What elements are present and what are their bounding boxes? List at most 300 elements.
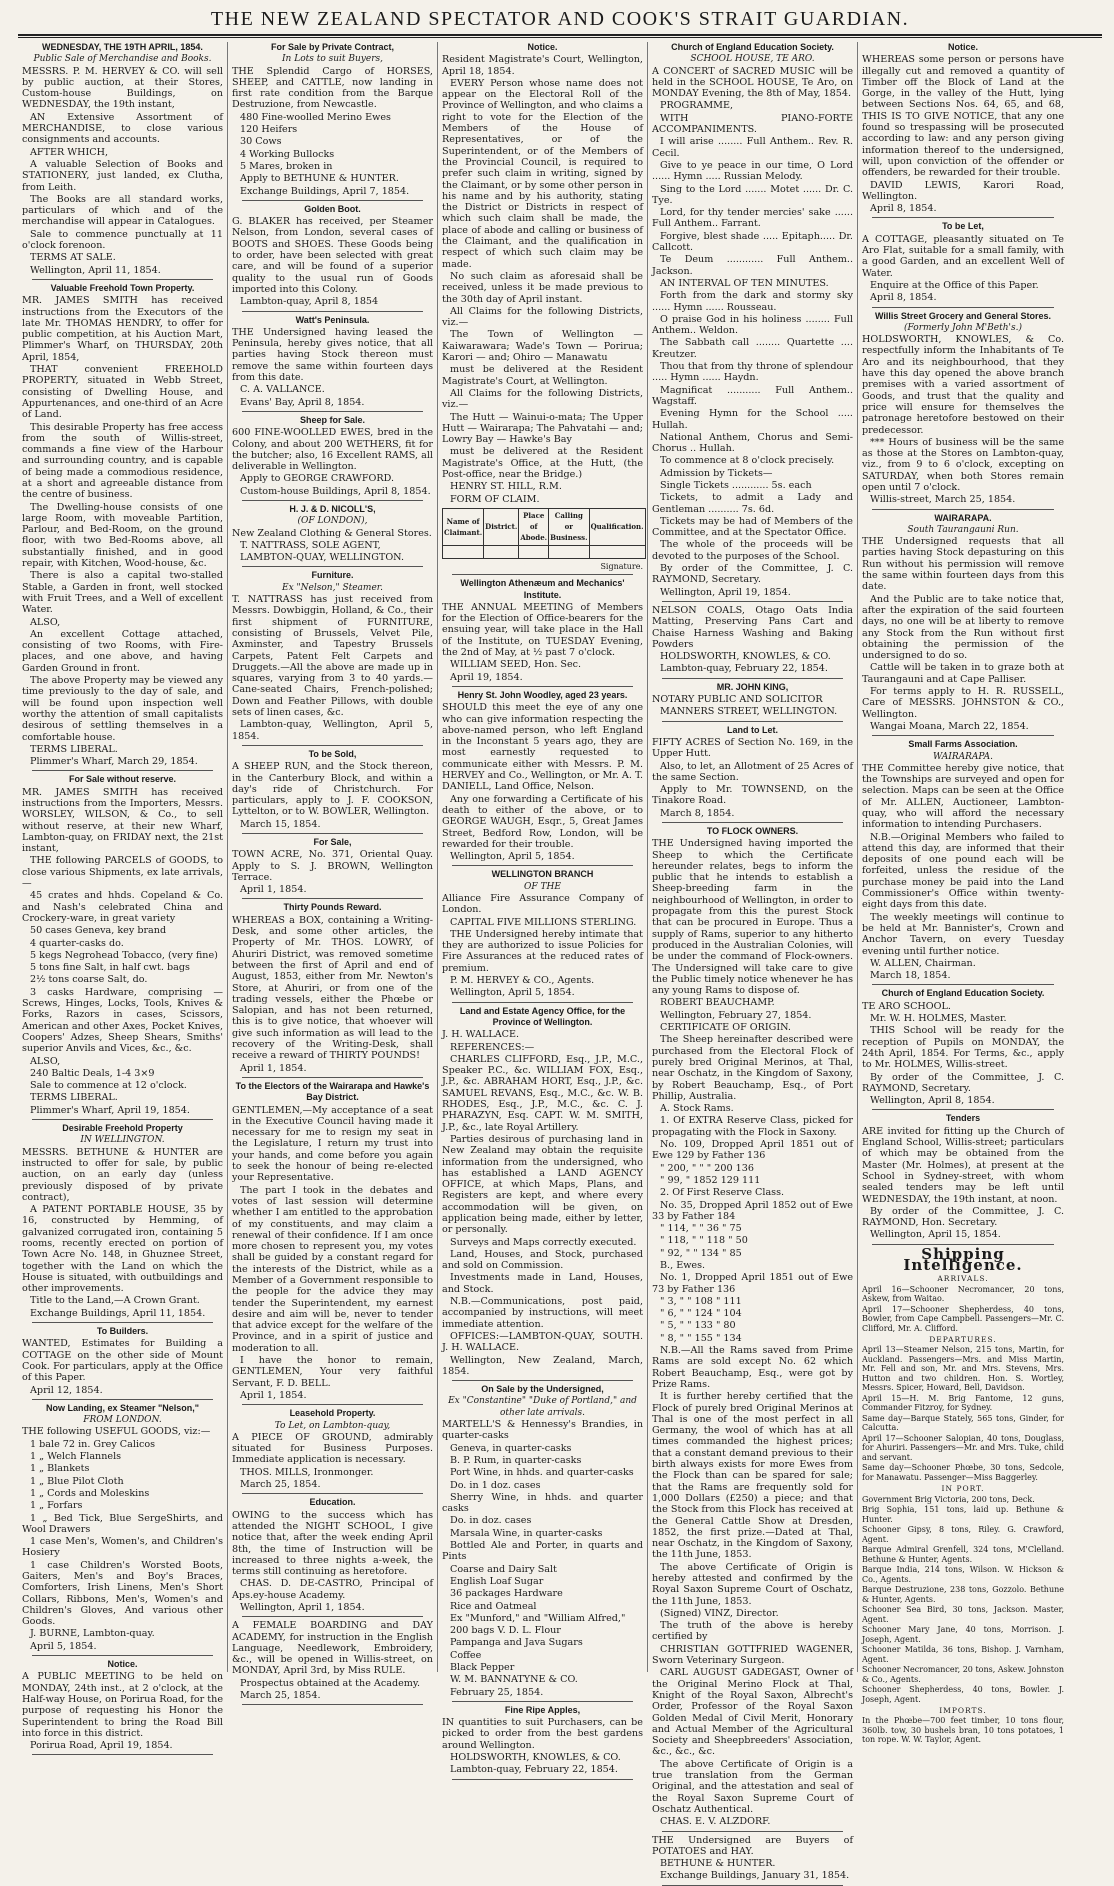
- ad-paragraph: Apply to GEORGE CRAWFORD.: [240, 473, 395, 485]
- ad-paragraph: Give to ye peace in our time, O Lord ...... Hymn ..... Russian Melody.: [652, 159, 853, 183]
- ad-subtitle: South Taurangauni Run.: [907, 524, 1019, 535]
- columns: [18, 42, 1102, 1882]
- ad-title: On Sale by the Undersigned,: [481, 1384, 604, 1395]
- ad-paragraph: " 92, " " 134 " 85: [660, 1247, 742, 1259]
- claim-form-header: Qualification.: [589, 508, 645, 545]
- shipping-entry: Barque Admiral Grenfell, 324 tons, M'Clelland. Bethune & Hunter, Agents.: [862, 1545, 1064, 1564]
- ad-paragraph: Wangai Moana, March 22, 1854.: [870, 720, 1029, 732]
- ad-paragraph: Custom-house Buildings, April 8, 1854.: [240, 485, 431, 497]
- column-2: [228, 42, 438, 1702]
- ad-paragraph: March 25, 1854.: [240, 1479, 321, 1491]
- ad-paragraph: HOLDSWORTH, KNOWLES, & CO.: [660, 651, 831, 663]
- ad-paragraph: Evans' Bay, April 8, 1854.: [240, 396, 365, 408]
- ad-paragraph: MESSRS. BETHUNE & HUNTER are instructed to offer for sale, by public auction, on an early day (unless previously disposed of by private contract),: [22, 1146, 223, 1203]
- ad-body: [232, 1432, 433, 1490]
- ad-paragraph: Lambton-quay, Wellington, April 5, 1854.: [232, 719, 433, 742]
- ad-paragraph: TERMS LIBERAL.: [30, 1092, 118, 1104]
- ad-paragraph: 120 Heifers: [240, 124, 298, 136]
- ad-paragraph: There is also a capital two-stalled Stable, a Garden in front, well stocked with Fruit Trees, and a Well of excellent Water.: [22, 570, 223, 616]
- ad-title: Furniture.: [311, 570, 354, 581]
- ad-paragraph: ARE invited for fitting up the Church of England School, Willis-street; particulars of which may be obtained from the Master (Mr. Holmes), at present at the School in Sydney-street, with whom sealed tenders may be left until WEDNESDAY, the 19th instant, at noon.: [862, 1125, 1064, 1205]
- ad-title: Sheep for Sale.: [299, 414, 366, 425]
- shipping-entry: Same day—Barque Stately, 565 tons, Ginder, for Calcutta.: [862, 1413, 1064, 1433]
- ad-subtitle: In Lots to suit Buyers,: [282, 54, 383, 65]
- advertisement: [232, 415, 433, 497]
- ad-paragraph: Lambton-quay, February 22, 1854.: [660, 663, 828, 675]
- ad-body: [652, 1835, 853, 1882]
- shipping-entry: April 17—Schooner Shepherdess, 40 tons, Bowler, from Cape Campbell. Passengers—Mr. C. Clifford, Mr. A. Clifford.: [862, 1304, 1064, 1333]
- ad-paragraph: Admission by Tickets—: [660, 467, 773, 479]
- ad-body: [652, 838, 853, 1827]
- ad-divider: [32, 279, 213, 280]
- ad-paragraph: Mr. W. H. HOLMES, Master.: [870, 1013, 1007, 1025]
- ad-paragraph: Single Tickets ............ 5s. each: [660, 479, 812, 491]
- masthead-rule-thin: [18, 37, 1102, 38]
- advertisement: [232, 1081, 433, 1401]
- ad-title: Notice.: [947, 42, 978, 52]
- shipping-entry: Barque India, 214 tons, Wilson. W. Hickson & Co., Agents.: [862, 1565, 1064, 1584]
- ad-paragraph: 5 tons fine Salt, in half cwt. bags: [30, 962, 190, 974]
- ad-paragraph: Cattle will be taken in to graze both at Taurangauni and at Cape Palliser.: [862, 662, 1064, 685]
- ad-paragraph: BETHUNE & HUNTER.: [660, 1858, 776, 1870]
- ad-paragraph: The above Certificate of Origin is a true translation from the German Original, and the attestation and seal of the Royal Saxon Supreme Court of Oschatz Authentical.: [652, 1758, 853, 1815]
- shipping-entry: In the Phœbe—700 feet timber, 10 tons flour, 360lb. tow, 30 bushels bran, 10 tons potatoes, 1 ton rope. W. W. Taylor, Agent.: [862, 1716, 1064, 1745]
- ad-paragraph: MESSRS. P. M. HERVEY & CO. will sell by public auction, at their Stores, Custom-house Buildings, on WEDNESDAY, the 19th instant,: [22, 65, 223, 111]
- ad-paragraph: Do. in doz. cases: [450, 1515, 532, 1527]
- ad-body: [22, 1338, 223, 1395]
- shipping-entry: April 16—Schooner Necromancer, 20 tons, Askew, from Waitao.: [862, 1284, 1064, 1304]
- advertisement: [442, 869, 643, 998]
- ad-paragraph: Thou that from thy throne of splendour ..... Hymn ...... Haydn.: [652, 361, 853, 384]
- ad-paragraph: NOTARY PUBLIC AND SOLICITOR: [652, 694, 823, 706]
- ad-paragraph: Plimmer's Wharf, March 29, 1854.: [30, 756, 198, 768]
- masthead-rule: [18, 34, 1102, 36]
- advertisement: [862, 739, 1064, 981]
- ad-paragraph: 200 bags V. D. L. Flour: [450, 1625, 561, 1637]
- ad-body: [862, 763, 1064, 982]
- advertisement: [862, 988, 1064, 1106]
- ad-paragraph: The Town of Wellington — Kaiwarawara; Wade's Town — Porirua; Karori — and; Ohiro — Manawatu: [442, 329, 643, 364]
- ad-paragraph: T. NATTRASS, SOLE AGENT,: [240, 539, 381, 551]
- ad-subtitle: SCHOOL HOUSE, TE ARO.: [690, 54, 815, 65]
- ad-paragraph: must be delivered at the Resident Magistrate's Office, at the Hutt, (the Post-office, near the Bridge.): [442, 446, 643, 480]
- ad-paragraph: Sing to the Lord ....... Motet ...... Dr. C. Tye.: [652, 183, 853, 206]
- ad-divider: [452, 686, 633, 687]
- ad-body: [232, 1510, 433, 1614]
- ad-divider: [662, 678, 843, 679]
- advertisement: [442, 1006, 643, 1378]
- shipping-entry: Schooner Shepherdess, 40 tons, Bowler. J. Joseph, Agent.: [862, 1685, 1064, 1704]
- ad-paragraph: This desirable Property has free access from the south of Willis-street, commands a fine view of the Harbour and surrounding country, and is capable of being made a commodious residence, at a short and agreeable distance from the centre of business.: [22, 421, 223, 501]
- advertisement: [862, 221, 1064, 303]
- ad-divider: [242, 500, 423, 501]
- ad-title: For Sale,: [313, 837, 352, 847]
- ad-paragraph: Land, Houses, and Stock, purchased and sold on Commission.: [442, 1248, 643, 1272]
- ad-paragraph: Wellington, April 5, 1854.: [450, 987, 575, 999]
- ad-body: [22, 66, 223, 276]
- ad-paragraph: 600 FINE-WOOLLED EWES, bred in the Colony, and about 200 WETHERS, fit for the butcher; also, 16 Excellent RAMS, all deliverable in Wellington.: [232, 427, 433, 473]
- ad-paragraph: Willis-street, March 25, 1854.: [870, 494, 1016, 506]
- ad-body: [22, 1671, 223, 1751]
- ad-paragraph: THE Undersigned requests that all parties having Stock depasturing on this Run without his permission will remove the same within fourteen days from this date.: [862, 536, 1064, 593]
- claim-form-cell: [549, 545, 589, 558]
- ad-paragraph: (Signed) VINZ, Director.: [660, 1607, 779, 1619]
- advertisement: [442, 42, 643, 571]
- ad-paragraph: HOLDSWORTH, KNOWLES, & Co. respectfully inform the Inhabitants of Te Aro and its neighbourhood, that they have this day opened the above branch premises with a varied assortment of Goods, and trust that the quality and price will ensure for themselves the patronage heretofore bestowed on their predecessor.: [862, 334, 1064, 436]
- ad-paragraph: Geneva, in quarter-casks: [450, 1442, 572, 1454]
- ad-divider: [662, 822, 843, 823]
- ad-paragraph: THIS School will be ready for the reception of Pupils on MONDAY, the 24th April, 1854. For Terms, &c., apply to Mr. HOLMES, Willis-street.: [862, 1025, 1064, 1071]
- ad-paragraph: The Sheep hereinafter described were purchased from the Electoral Flock of purely bred Original Merinos, at Thal, near Oschatz, in the Kingdom of Saxony, by Robert Beauchamp, Esq., of Port Phillip, Australia.: [652, 1034, 853, 1102]
- ad-paragraph: N.B.—All the Rams saved from Prime Rams are sold except No. 62 which Robert Beauchamp, Esq., were got by Prize Rams.: [652, 1345, 853, 1390]
- ad-body: [442, 1419, 643, 1698]
- advertisement: [862, 513, 1064, 733]
- ad-divider: [242, 311, 423, 312]
- ad-paragraph: No. 109, Dropped April 1851 out of Ewe 129 by Father 136: [652, 1139, 853, 1162]
- ad-paragraph: Wellington, April 15, 1854.: [870, 1229, 1001, 1241]
- ad-paragraph: A valuable Selection of Books and STATIONERY, just landed, ex Clutha, from Leith.: [22, 158, 223, 193]
- ad-paragraph: Tickets, to admit a Lady and Gentleman .......... 7s. 6d.: [652, 492, 853, 515]
- ad-divider: [662, 1831, 843, 1832]
- ad-paragraph: 3 casks Hardware, comprising — Screws, Hinges, Locks, Tools, Knives & Forks, Razors in cases, Scissors, American and other Axes, Pocket Knives, Coopers' Adzes, Sheep Shears, Smiths' superior Anvils and Vices, &c., &c.: [22, 986, 223, 1055]
- ad-body: [862, 54, 1064, 214]
- arrivals-list: [862, 1285, 1064, 1334]
- ad-divider: [872, 984, 1054, 985]
- ad-paragraph: Wellington, April 8, 1854.: [870, 1095, 995, 1107]
- advertisement: [652, 605, 853, 675]
- ad-paragraph: English Loaf Sugar: [450, 1575, 544, 1587]
- ad-body: [232, 915, 433, 1074]
- advertisement: [22, 42, 223, 276]
- ad-paragraph: DAVID LEWIS, Karori Road, Wellington.: [862, 179, 1064, 202]
- ad-divider: [32, 1399, 213, 1400]
- ad-subtitle: OF THE: [524, 881, 561, 892]
- advertisement: [232, 1497, 433, 1613]
- ad-divider: [872, 307, 1054, 308]
- ad-paragraph: A. Stock Rams.: [660, 1103, 734, 1115]
- ad-paragraph: No. 35, Dropped April 1852 out of Ewe 33 by Father 184: [652, 1199, 853, 1222]
- ad-paragraph: No. 1, Dropped April 1851 out of Ewe 73 by Father 136: [652, 1272, 853, 1295]
- ad-divider: [452, 1380, 633, 1381]
- ad-body: [862, 536, 1064, 732]
- ad-paragraph: " 99, " 1852 129 111: [660, 1174, 761, 1186]
- ad-paragraph: " 114, " " 36 " 75: [660, 1223, 742, 1235]
- advertisement: [232, 1408, 433, 1490]
- ad-paragraph: The Sabbath call ........ Quartette .... Kreutzer.: [652, 337, 853, 360]
- ad-paragraph: 1 case Children's Worsted Boots, Gaiters, Men's and Boy's Braces, Comforters, Irish Linens, Men's Short Collars, Ribbons, Men's, Women's and Children's Gloves, And various other Goods.: [22, 1559, 223, 1628]
- ad-paragraph: CHRISTIAN GOTTFRIED WAGENER, Sworn Veterinary Surgeon.: [652, 1643, 853, 1667]
- column-3: [438, 42, 648, 1776]
- ad-divider: [32, 1322, 213, 1323]
- ad-paragraph: THE Committee hereby give notice, that the Townships are surveyed and open for selection. Maps can be seen at the Office of Mr. ALLEN, Auctioneer, Lambton-quay, who will afford the necessary information to intending Purchasers.: [862, 762, 1064, 831]
- ad-body: [442, 602, 643, 683]
- ad-divider: [662, 721, 843, 722]
- ad-paragraph: 30 Cows: [240, 136, 282, 148]
- ad-divider: [242, 411, 423, 412]
- ad-divider: [452, 1701, 633, 1702]
- ad-paragraph: THE following USEFUL GOODS, viz:—: [22, 1426, 211, 1438]
- ad-paragraph: THE ANNUAL MEETING of Members for the Election of Office-bearers for the ensuing year, will take place in the Hall of the Institute, on TUESDAY Evening, the 2nd of May, at ½ past 7 o'clock.: [442, 601, 643, 659]
- ad-paragraph: " 3, " " 108 " 111: [660, 1295, 742, 1307]
- ad-paragraph: To commence at 8 o'clock precisely.: [660, 455, 835, 467]
- advertisement: [22, 283, 223, 767]
- ad-subtitle: Ex "Constantine" "Duke of Portland," and other late arrivals.: [448, 1396, 637, 1418]
- ad-paragraph: April 1, 1854.: [240, 1062, 307, 1074]
- ad-divider: [452, 865, 633, 866]
- ad-paragraph: " 118, " " 118 " 50: [660, 1235, 748, 1247]
- ad-paragraph: WHEREAS a BOX, containing a Writing-Desk, and some other articles, the Property of Mr. THOS. LOWRY, of Ahuriri District, was removed sometime between the first of April and end of August, 1853, either from Mr. Newton's Store, at Ahuriri, or from one of the trading vessels, either the Phœbe or Salopian, and has not been returned, this is to give notice, that whoever will give such information as will lead to the recovery of the Writing-Desk, shall receive a reward of THIRTY POUNDS!: [232, 914, 433, 1062]
- ad-paragraph: The weekly meetings will continue to be held at Mr. Bannister's, Crown and Anchor Tavern, on every Tuesday evening until further notice.: [862, 911, 1064, 957]
- ad-paragraph: 2½ tons coarse Salt, do.: [30, 974, 148, 986]
- ad-paragraph: A PUBLIC MEETING to be held on MONDAY, 24th inst., at 2 o'clock, at the Half-way House, on Porirua Road, for the purpose of requesting his Honor the Superintendent to bring the Road Bill into force in this district.: [22, 1671, 223, 1739]
- ad-paragraph: By order of the Committee, J. C. RAYMOND, Secretary.: [652, 563, 853, 586]
- ad-paragraph: 2. Of First Reserve Class.: [660, 1187, 785, 1199]
- ad-paragraph: B. P. Rum, in quarter-casks: [450, 1454, 582, 1466]
- ad-paragraph: 1 „ Forfars: [30, 1500, 83, 1512]
- ad-paragraph: ALSO,: [30, 616, 61, 628]
- ad-paragraph: And the Public are to take notice that, after the expiration of the said fourteen days, no one will be at liberty to remove any Stock from the Run without first obtaining the permission of the undersigned to do so.: [862, 593, 1064, 662]
- ad-body: [862, 234, 1064, 304]
- ad-paragraph: National Anthem, Chorus and Semi-Chorus .. Hullah.: [652, 431, 853, 455]
- ad-paragraph: A FEMALE BOARDING and DAY ACADEMY, for instruction in the English Language, Needlework, Embroidery, &c., will be opened in Willis-street, on MONDAY, April 3rd, by Miss RULE.: [232, 1620, 433, 1677]
- ad-divider: [32, 1754, 213, 1755]
- ad-body: [442, 1029, 643, 1377]
- ad-paragraph: W. M. BANNATYNE & CO.: [450, 1674, 578, 1686]
- ad-paragraph: Te Deum ............ Full Anthem.. Jackson.: [652, 254, 853, 277]
- ad-paragraph: Any one forwarding a Certificate of his death to either of the above, or to GEORGE WAUGH, Esqr., 5, Great James Street, Bedford Row, London, will be rewarded for their trouble.: [442, 793, 643, 850]
- claim-form-cell: [443, 545, 484, 558]
- ad-title: WELLINGTON BRANCH: [491, 869, 594, 880]
- ad-paragraph: MARTELL'S & Hennessy's Brandies, in quarter-casks: [442, 1419, 643, 1442]
- ad-divider: [872, 735, 1054, 736]
- ad-paragraph: April 8, 1854.: [870, 203, 937, 215]
- ad-paragraph: WILLIAM SEED, Hon. Sec.: [450, 659, 582, 671]
- advertisement: [22, 1326, 223, 1396]
- advertisement: [442, 690, 643, 862]
- shipping-entry: Schooner Sea Bird, 30 tons, Jackson. Master, Agent.: [862, 1605, 1064, 1624]
- ad-paragraph: Wellington, April 11, 1854.: [30, 264, 161, 276]
- ad-divider: [242, 1493, 423, 1494]
- advertisement: [22, 1659, 223, 1751]
- ad-paragraph: Exchange Buildings, January 31, 1854.: [660, 1870, 850, 1882]
- ad-body: [862, 1001, 1064, 1107]
- ad-paragraph: CAPITAL FIVE MILLIONS STERLING.: [450, 916, 637, 928]
- ad-paragraph: " 6, " " 124 " 104: [660, 1308, 742, 1320]
- departures-list: [862, 1345, 1064, 1482]
- ad-paragraph: Plimmer's Wharf, April 19, 1854.: [30, 1104, 190, 1116]
- shipping-entry: Schooner Mary Jane, 40 tons, Morrison. J. Joseph, Agent.: [862, 1625, 1064, 1644]
- shipping-entry: April 15—H. M. Brig Fantome, 12 guns, Commander Fitzroy, for Sydney.: [862, 1393, 1064, 1413]
- ad-title: Church of England Education Society.: [671, 42, 834, 52]
- ad-paragraph: Title to the Land,—A Crown Grant.: [30, 1295, 200, 1307]
- ad-title: WAIRARAPA.: [934, 512, 992, 523]
- ad-body: [232, 594, 433, 742]
- ad-subtitle: WAIRARAPA.: [933, 751, 993, 762]
- ad-paragraph: CHAS. D. DE-CASTRO, Principal of Aps.ey-house Academy.: [232, 1578, 433, 1601]
- ad-paragraph: 5 Mares, broken in: [240, 160, 333, 172]
- ad-paragraph: A SHEEP RUN, and the Stock thereon, in the Canterbury Block, and within a day's ride of Christchurch. For particulars, apply to J. F. COOKSON, Lyttelton, or to W. BOWLER, Wellington.: [232, 761, 433, 818]
- ad-paragraph: THE Undersigned are Buyers of POTATOES and HAY.: [652, 1834, 853, 1857]
- ad-divider: [872, 1109, 1054, 1110]
- ad-paragraph: Tickets may be had of Members of the Committee, and at the Spectator Office.: [652, 515, 853, 539]
- advertisement: [232, 902, 433, 1073]
- ad-paragraph: THE following PARCELS of GOODS, to close various Shipments, ex late arrivals,—: [22, 855, 223, 890]
- ad-paragraph: The Books are all standard works, particulars of which and of the merchandise will appear in Catalogues.: [22, 193, 223, 228]
- ad-paragraph: April 19, 1854.: [450, 671, 523, 683]
- ad-body: [22, 1147, 223, 1319]
- ad-paragraph: WANTED, Estimates for Building a COTTAGE on the other side of Mount Cook. For particulars, apply at the Office of this Paper.: [22, 1338, 223, 1384]
- ad-subtitle: FROM LONDON.: [83, 1415, 162, 1426]
- arrivals-label: ARRIVALS.: [937, 1274, 989, 1284]
- imports-label: IMPORTS.: [939, 1706, 987, 1716]
- ad-paragraph: New Zealand Clothing & General Stores.: [232, 527, 432, 539]
- ad-paragraph: TE ARO SCHOOL.: [862, 1000, 951, 1012]
- column-5: [858, 42, 1068, 1745]
- ad-title: Wellington Athenæum and Mechanics' Institute.: [460, 578, 625, 600]
- advertisement: [232, 315, 433, 408]
- ad-paragraph: March 15, 1854.: [240, 818, 321, 830]
- ad-paragraph: 240 Baltic Deals, 1-4 3×9: [30, 1067, 155, 1079]
- ad-paragraph: For terms apply to H. R. RUSSELL, Care of MESSRS. JOHNSTON & CO., Wellington.: [862, 686, 1064, 720]
- ad-paragraph: 1 case Men's, Women's, and Children's Hosiery: [22, 1536, 223, 1559]
- ad-paragraph: No such claim as aforesaid shall be received, unless it be made previous to the 30th day of April instant.: [442, 270, 643, 305]
- ad-paragraph: THE Undersigned hereby intimate that they are authorized to issue Policies for Fire Assurances at the reduced rates of premium.: [442, 928, 643, 974]
- ad-paragraph: Bottled Ale and Porter, in quarts and Pints: [442, 1540, 643, 1563]
- ad-paragraph: HENRY ST. HILL, R.M.: [450, 481, 562, 493]
- ad-paragraph: The whole of the proceeds will be devoted to the purposes of the School.: [652, 539, 853, 562]
- ad-divider: [242, 200, 423, 201]
- ad-paragraph: Rice and Oatmeal: [450, 1600, 537, 1612]
- ad-paragraph: The part I took in the debates and votes of last session will determine whether I am entitled to the approbation of my constituents, and may claim a renewal of their confidence. If I am once more chosen to represent you, my votes shall be guided by a constant regard for the interests of the District, while as a Member of a Government responsible to the people for the advice they may tender the Superintendent, my earnest desire and aim will be, never to tender that advice except for the welfare of the Province, and in a spirit of justice and moderation to all.: [232, 1184, 433, 1354]
- ad-paragraph: Apply to BETHUNE & HUNTER.: [240, 173, 399, 185]
- column-4: [648, 42, 858, 1882]
- ad-paragraph: MR. JAMES SMITH has received instructions from the Importers, Messrs. WORSLEY, WILSON, & Co., to sell without reserve, at their new Wharf, Lambton-quay, on FRIDAY next, the 21st instant,: [22, 786, 223, 855]
- ad-divider: [242, 898, 423, 899]
- ad-body: [862, 1126, 1064, 1241]
- ad-title: To be Let,: [942, 221, 984, 232]
- ad-paragraph: By order of the Committee, J. C. RAYMOND, Secretary.: [862, 1071, 1064, 1094]
- ad-paragraph: LAMBTON-QUAY, WELLINGTON.: [240, 552, 405, 564]
- ad-title: Church of England Education Society.: [881, 988, 1045, 999]
- column-1: [18, 42, 228, 1752]
- ad-paragraph: Alliance Fire Assurance Company of London.: [442, 892, 643, 916]
- ad-paragraph: CERTIFICATE OF ORIGIN.: [660, 1022, 791, 1034]
- ad-divider: [32, 770, 213, 771]
- ad-paragraph: Sale to commence at 12 o'clock.: [30, 1080, 187, 1092]
- advertisement: [232, 837, 433, 895]
- ad-paragraph: Ex "Munford," and "William Alfred,": [450, 1612, 626, 1624]
- ad-paragraph: THE Undersigned having leased the Peninsula, hereby gives notice, that all parties having Stock thereon must remove the same within fourteen days from this date.: [232, 326, 433, 384]
- ad-paragraph: ALSO,: [30, 1055, 61, 1067]
- ad-paragraph: Coffee: [450, 1649, 482, 1661]
- shipping-entry: Brig Sophia, 151 tons, laid up. Bethune & Hunter.: [862, 1505, 1064, 1524]
- advertisement: [652, 1835, 853, 1882]
- ad-paragraph: 45 crates and hhds. Copeland & Co. and Nash's celebrated China and Crockery-ware, in great variety: [22, 890, 223, 924]
- ad-paragraph: 1 „ Bed Tick, Blue SergeShirts, and Wool Drawers: [22, 1512, 223, 1535]
- ad-paragraph: N.B.—Original Members who failed to attend this day, are informed that their deposits of one pound each will be forfeited, unless the residue of the purchase money be paid into the Land Commissioner's Office within twenty-eight days from this date.: [862, 831, 1064, 911]
- ad-paragraph: Coarse and Dairy Salt: [450, 1563, 557, 1575]
- advertisement: [652, 682, 853, 718]
- ad-paragraph: 50 cases Geneva, key brand: [30, 925, 167, 937]
- ad-paragraph: PROGRAMME,: [660, 100, 734, 112]
- ad-paragraph: Wellington, February 27, 1854.: [660, 1009, 812, 1021]
- ad-paragraph: Sherry Wine, in hhds. and quarter casks: [442, 1491, 643, 1515]
- shipping-heading: Shipping Intelligence.: [903, 1244, 1023, 1274]
- advertisement: [862, 311, 1064, 506]
- ad-body: [232, 216, 433, 307]
- ad-paragraph: Lambton-quay, April 8, 1854: [240, 296, 379, 308]
- ad-paragraph: By order of the Committee, J. C. RAYMOND, Hon. Secretary.: [862, 1205, 1064, 1229]
- ad-paragraph: FORM OF CLAIM.: [450, 493, 540, 505]
- shipping-entry: Schooner Gipsy, 8 tons, Riley. G. Crawford, Agent.: [862, 1525, 1064, 1544]
- ad-paragraph: THAT convenient FREEHOLD PROPERTY, situated in Webb Street, consisting of Dwelling House, and Appurtenances, and one-third of an Acre of Land.: [22, 364, 223, 421]
- ad-paragraph: AFTER WHICH,: [30, 146, 109, 158]
- ad-subtitle: Ex "Nelson," Steamer.: [282, 582, 383, 593]
- advertisement: [862, 42, 1064, 214]
- ad-title: Notice.: [107, 1659, 138, 1670]
- ad-paragraph: SHOULD this meet the eye of any one who can give information respecting the above-named person, who left England in the Inconstant 5 years ago, they are most earnestly requested to communicate either with Messrs. P. M. HERVEY and Co., Wellington, or Mr. A. T. DANIELL, Land Office, Nelson.: [442, 702, 643, 793]
- ad-title: TO FLOCK OWNERS.: [706, 826, 799, 836]
- ad-paragraph: OWING to the success which has attended the NIGHT SCHOOL, I give notice that, after the week ending April 8th, the time of Instruction will be increased to three nights a-week, the terms still continuing as heretofore.: [232, 1509, 433, 1578]
- advertisement: [652, 826, 853, 1828]
- ad-paragraph: REFERENCES:—: [450, 1041, 535, 1053]
- ad-paragraph: 1. Of EXTRA Reserve Class, picked for propagating with the Flock in Saxony.: [652, 1115, 853, 1138]
- ad-title: H. J. & D. NICOLL'S,: [289, 503, 376, 514]
- advertisement: [22, 1403, 223, 1652]
- ad-paragraph: EVERY Person whose name does not appear on the Electoral Roll of the Province of Wellington, and who claims a right to vote for the Election of the Members of the House of Representatives, or of the Superintendent, or of the Members of the Provincial Council, is required to prefer such claim in writing, signed by the Claimant, or by some other person in his name and by his authority, stating the District or Districts in respect of which such claim shall be made, the place of abode and calling or business of the Claimant, and the qualification in respect of which such claim may be made.: [442, 77, 643, 270]
- ad-paragraph: Surveys and Maps correctly executed.: [450, 1236, 637, 1248]
- ad-body: [652, 694, 853, 718]
- ad-paragraph: FIFTY ACRES of Section No. 169, in the Upper Hutt.: [652, 736, 853, 760]
- advertisement: [652, 725, 853, 819]
- ad-title: Land to Let.: [727, 724, 778, 735]
- ad-body: [232, 1105, 433, 1402]
- advertisement: [232, 1620, 433, 1701]
- ad-paragraph: March 25, 1854.: [240, 1690, 321, 1702]
- ad-paragraph: March 18, 1854.: [870, 970, 951, 982]
- ad-title: MR. JOHN KING,: [716, 681, 789, 692]
- ad-divider: [242, 566, 423, 567]
- ad-paragraph: THOS. MILLS, Ironmonger.: [240, 1466, 374, 1478]
- ad-divider: [242, 1704, 423, 1705]
- ad-paragraph: must be delivered at the Resident Magistrate's Court, at Wellington.: [442, 364, 643, 387]
- ad-title: To the Electors of the Wairarapa and Hawke's Bay District.: [235, 1080, 430, 1103]
- ad-paragraph: GENTLEMEN,—My acceptance of a seat in the Executive Council having made it necessary for me to resign my seat in the Legislature, I return my trust into your hands, and come before you again to seek the honour of being re-elected your Representative.: [232, 1104, 433, 1184]
- ad-paragraph: *** Hours of business will be the same as those at the Stores on Lambton-quay, viz., from 9 to 6 o'clock, excepting on SATURDAY, when both Stores remain open until 7 o'clock.: [862, 436, 1064, 493]
- ad-paragraph: TERMS LIBERAL.: [30, 743, 118, 755]
- ad-divider: [872, 217, 1054, 218]
- ad-paragraph: The Hutt — Wainui-o-mata; The Upper Hutt — Wairarapa; The Pahvatahi — and; Lowry Bay — Hawke's Bay: [442, 411, 643, 446]
- ad-body: [232, 1620, 433, 1701]
- ad-paragraph: I have the honor to remain, GENTLEMEN, Your very faithful Servant, F. D. BELL.: [232, 1355, 433, 1389]
- ad-paragraph: Port Wine, in hhds. and quarter-casks: [450, 1467, 634, 1479]
- ad-paragraph: J. H. WALLACE.: [442, 1029, 520, 1041]
- ad-paragraph: OFFICES:—LAMBTON-QUAY, SOUTH. J. H. WALLACE.: [442, 1330, 643, 1354]
- ad-paragraph: " 5, " " 133 " 80: [660, 1320, 736, 1332]
- ad-paragraph: April 1, 1854.: [240, 1389, 307, 1401]
- ad-paragraph: CARL AUGUST GADEGAST, Owner of the Original Merino Flock at Thal, Knight of the Royal Saxon, Albrecht's Order, Professor of the Royal Saxon Golden Medal of Civil Merit, Honorary and Actual Member of the Agricultural Society and Sheepbreeders' Association, &c., &c., &c.: [652, 1667, 853, 1758]
- shipping-entry: Same day—Schooner Phœbe, 30 tons, Sedcole, for Manawatu. Passenger—Miss Baggerley.: [862, 1463, 1064, 1482]
- ad-paragraph: Black Pepper: [450, 1661, 515, 1673]
- ad-divider: [662, 601, 843, 602]
- ad-body: [22, 295, 223, 767]
- ad-paragraph: J. BURNE, Lambton-quay.: [30, 1628, 155, 1640]
- ad-paragraph: 1 „ Cords and Moleskins: [30, 1487, 150, 1499]
- ad-paragraph: CHARLES CLIFFORD, Esq., J.P., M.C., Speaker P.C., &c. WILLIAM FOX, Esq., J.P., &c. ABRAHAM HORT, Esq., J.P., &c. SAMUEL REVANS, Esq., M.C., &c. W. B. RHODES, Esq., J.P., M.C., &c. C. J. PHARAZYN, Esq. CAPT. W. M. SMITH, J.P., &c., late Royal Artillery.: [442, 1053, 643, 1133]
- ad-paragraph: B., Ewes.: [660, 1259, 706, 1271]
- shipping-entry: April 17—Schooner Salopian, 40 tons, Douglass, for Ahuriri. Passengers—Mr. and Mrs. Tuke, child and servant.: [862, 1433, 1064, 1462]
- ad-paragraph: The above Property may be viewed any time previously to the day of sale, and will be found upon inspection well worthy the attention of small capitalists desirous of settling themselves in a comfortable house.: [22, 675, 223, 743]
